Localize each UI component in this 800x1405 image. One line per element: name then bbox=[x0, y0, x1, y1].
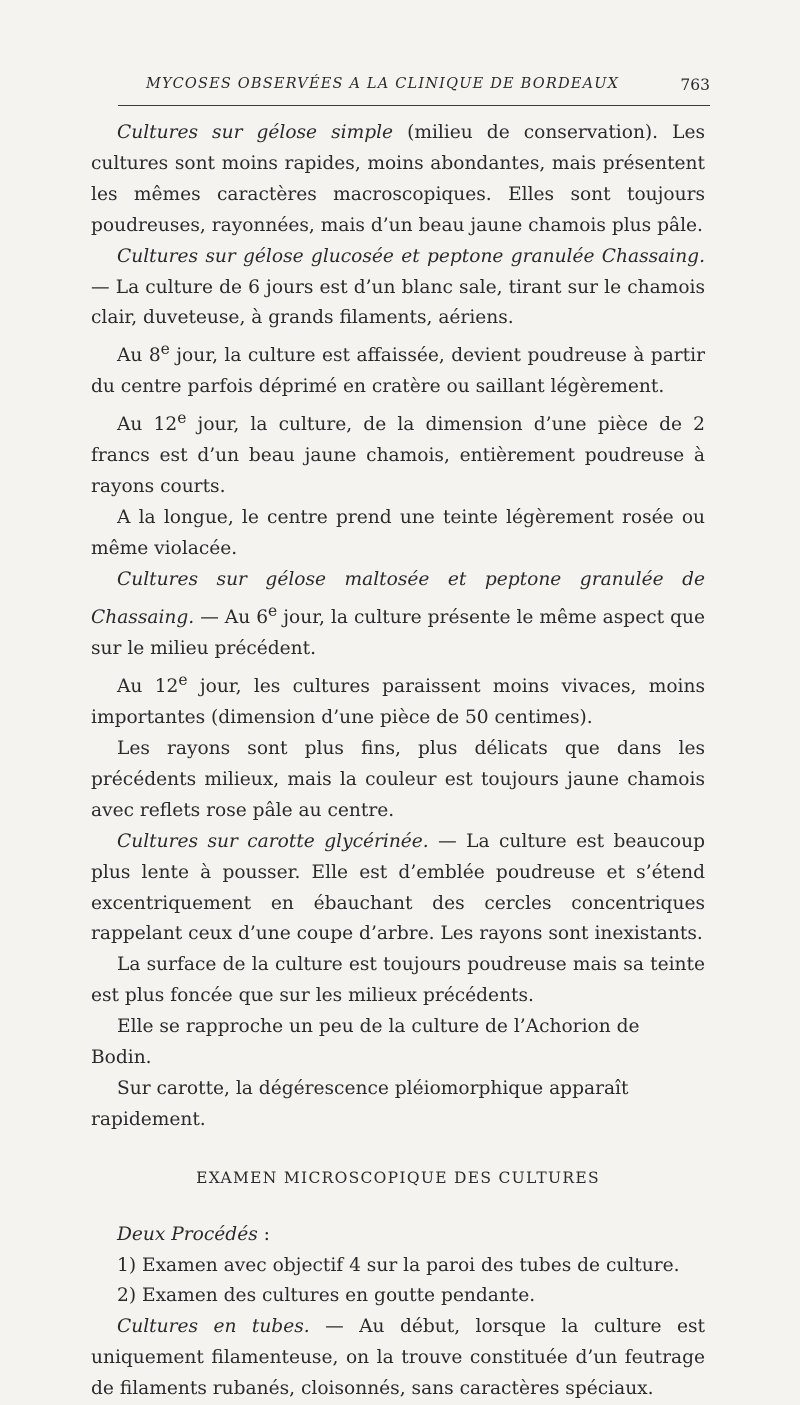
procedures-colon: : bbox=[257, 1223, 270, 1245]
paragraph-cultures-en-tubes bbox=[91, 1312, 705, 1405]
paragraph-text: jour, la culture présente le même aspect que sur le milieu précédent. bbox=[91, 607, 705, 660]
paragraph-text: (milieu de conservation). Les cultures sont moins rapides, moins abondantes, mais présentent les mêmes caractères macroscopiques. Elles sont toujours poudreuses, rayonnées, mais d’un beau jaune chamois plus pâle. bbox=[91, 122, 705, 236]
procedures-title bbox=[91, 1220, 705, 1251]
procedures-title-text: Deux Procédés bbox=[117, 1223, 258, 1245]
paragraph-gelose-maltosee bbox=[91, 565, 705, 665]
paragraph-text: Au 12 bbox=[117, 414, 178, 436]
paragraph-lead: Cultures sur gélose maltosée et peptone granulée de Chassaing. bbox=[91, 569, 705, 629]
paragraph-rayons: Les rayons sont plus fins, plus délicats que dans les précédents milieux, mais la couleur est toujours jaune chamois avec reflets rose pâle au centre. bbox=[91, 737, 705, 821]
paragraph-achorion: Elle se rapproche un peu de la culture de l’Achorion de Bodin. bbox=[91, 1016, 640, 1069]
section-heading: EXAMEN MICROSCOPIQUE DES CULTURES bbox=[196, 1168, 600, 1187]
procedure-list bbox=[91, 1251, 705, 1313]
paragraph-text: Au 12 bbox=[117, 676, 179, 698]
paragraph-text: jour, les cultures paraissent moins vivaces, moins importantes (dimension d’une pièce de 50 centimes). bbox=[91, 676, 705, 729]
procedure-item-1: 1) Examen avec objectif 4 sur la paroi des tubes de culture. bbox=[117, 1254, 680, 1276]
paragraph-gelose-simple bbox=[91, 118, 705, 242]
paragraph-surface: La surface de la culture est toujours poudreuse mais sa teinte est plus foncée que sur les milieux précédents. bbox=[91, 954, 705, 1007]
header-rule bbox=[118, 105, 710, 106]
ordinal-superscript: e bbox=[160, 340, 170, 359]
paragraph-12th-day bbox=[91, 403, 705, 503]
paragraph-a-la-longue: A la longue, le centre prend une teinte légèrement rosée ou même violacée. bbox=[91, 507, 705, 560]
paragraph-text: — Au 6 bbox=[194, 607, 269, 629]
body-text bbox=[91, 118, 705, 1405]
paragraph-text: jour, la culture, de la dimension d’une pièce de 2 francs est d’un beau jaune chamois, entièrement poudreuse à rayons courts. bbox=[91, 414, 705, 498]
page-number: 763 bbox=[680, 76, 710, 94]
ordinal-superscript: e bbox=[177, 409, 187, 428]
running-title: MYCOSES OBSERVÉES A LA CLINIQUE DE BORDEAUX bbox=[146, 76, 620, 92]
paragraph-8th-day bbox=[91, 334, 705, 403]
running-head bbox=[112, 76, 710, 100]
paragraph-12th-day-maltosee bbox=[91, 665, 705, 734]
paragraph-text: — La culture est beaucoup plus lente à pousser. Elle est d’emblée poudreuse et s’étend excentriquement en ébauchant des cercles concentriques rappelant ceux d’une coupe d’arbre. Les rayons sont inexistants. bbox=[91, 830, 705, 945]
paragraph-text: jour, la culture est affaissée, devient poudreuse à partir du centre parfois déprimé en cratère ou saillant légèrement. bbox=[91, 345, 705, 398]
paragraph-lead: Cultures sur carotte glycérinée. bbox=[117, 830, 429, 852]
paragraph-gelose-glucosee bbox=[91, 242, 705, 335]
paragraph-lead: Cultures sur gélose simple bbox=[117, 122, 394, 143]
paragraph-text: Au 8 bbox=[117, 345, 161, 367]
paragraph-text: — La culture de 6 jours est d’un blanc sale, tirant sur le chamois clair, duveteuse, à grands filaments, aériens. bbox=[91, 276, 705, 329]
paragraph-text: — Au début, lorsque la culture est uniquement filamenteuse, on la trouve constituée d’un feutrage de filaments rubanés, cloisonnés, sans caractères spéciaux. bbox=[91, 1316, 705, 1400]
paragraph-degerescence: Sur carotte, la dégérescence pléiomorphique apparaît rapidement. bbox=[91, 1077, 629, 1130]
ordinal-superscript: e bbox=[178, 670, 188, 689]
procedure-item-2: 2) Examen des cultures en goutte pendante. bbox=[117, 1285, 536, 1307]
paragraph-carotte-glycerinee bbox=[91, 827, 705, 951]
paragraph-lead: Cultures sur gélose glucosée et peptone granulée Chassaing. bbox=[117, 245, 705, 267]
ordinal-superscript: e bbox=[268, 601, 278, 620]
paragraph-lead: Cultures en tubes. bbox=[117, 1316, 310, 1338]
